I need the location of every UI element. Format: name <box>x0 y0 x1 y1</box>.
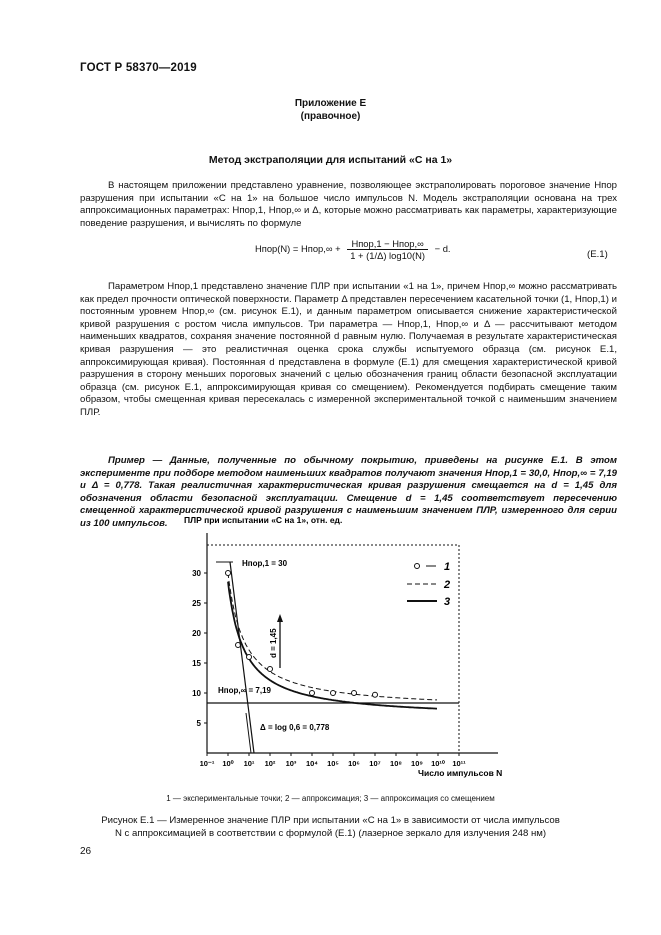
y-tick-label: 25 <box>192 599 201 608</box>
formula-lhs: Hпор(N) = Hпор,∞ + <box>255 242 341 254</box>
formula-numerator: Hпор,1 − Hпор,∞ <box>347 238 428 250</box>
parameters-paragraph <box>80 281 617 420</box>
legend-label-2: 2 <box>444 579 451 591</box>
legend-marker-1 <box>415 564 420 569</box>
x-tick-label: 10⁵ <box>327 759 339 768</box>
data-point <box>331 691 336 696</box>
intro-paragraph <box>80 180 617 230</box>
example-text: Пример — Данные, полученные по обычному покрытию, приведены на рисунке Е.1. В этом эксперименте при подборе методом наименьших квадратов получают значения Hпор,1 = 30,0, Hпор,∞ = 7,19 и Δ = 0,778. Такая реалистичная характеристическая кривая разрушения смещается на d = 1,45 для обозначения области безопасной эксплуатации. Смещение d = 1,45 соответствует пересечению смещенной характеристической кривой разрушения с наименьшим значением ПЛР, измеренного для серии из 100 импульсов. <box>80 455 617 529</box>
section-title: Метод экстраполяции для испытаний «С на 1» <box>208 154 453 166</box>
legend-label-1: 1 <box>444 561 451 573</box>
series-2-curve <box>228 573 437 700</box>
data-point <box>373 692 378 697</box>
appendix-title: Приложение Е <box>294 98 367 109</box>
x-tick-label: 10⁹ <box>411 759 423 768</box>
figure-legend-caption: 1 — экспериментальные точки; 2 — аппроксимация; 3 — аппроксимация со смещением <box>166 794 495 803</box>
standard-header: ГОСТ Р 58370—2019 <box>80 62 197 74</box>
annot-h1: Hпор,1 = 30 <box>242 559 288 568</box>
formula-fraction <box>347 238 428 261</box>
x-tick-label: 10¹⁰ <box>431 759 445 768</box>
x-tick-label: 10¹ <box>243 759 255 768</box>
legend-label-3: 3 <box>444 596 451 608</box>
x-tick-label: 10² <box>264 759 276 768</box>
x-tick-label: 10⁰ <box>222 759 234 768</box>
data-point <box>226 571 231 576</box>
parameters-text: Параметром Hпор,1 представлено значение ПЛР при испытании «1 на 1», причем Hпор,∞ можно рассматривать как предел прочности оптической поверхности. Параметр Δ представлен пересечением касательной точки (1, Hпор,1) и постоянным уровнем Hпор,∞ (см. рисунок Е.1), и данным параметром описывается снижение характеристической кривой разрушения с ростом числа импульсов. Три параметра — Hпор,1, Hпор,∞ и Δ — рассчитывают методом наименьших квадратов, сохраняя значение постоянной d равным нулю. Получаемая в результате характеристическая кривая разрушения — это реалистичная оценка срока службы испытуемого образца (см. рисунок Е.1, аппроксимирующая кривая). Постоянная d представлена в формуле (Е.1) для смещения характеристической кривой разрушения в сторону меньших пороговых значений с целью обозначения границ области безопасной эксплуатации образца (см. рисунок Е.1, аппроксимирующая кривая со смещением). Рекомендуется подбирать смещение таким образом, чтобы смещенная кривая пересекалась с измеренной экспериментальной точкой с наименьшим значением ПЛР. <box>80 281 617 418</box>
y-tick-label: 20 <box>192 629 201 638</box>
annot-hinf: Hпор,∞ = 7,19 <box>218 686 271 695</box>
formula-number: (Е.1) <box>587 249 608 260</box>
data-point <box>247 655 252 660</box>
x-axis-title: Число импульсов N <box>418 768 503 778</box>
y-tick-label: 5 <box>196 719 201 728</box>
figure-e1-chart <box>150 508 530 788</box>
annot-delta: Δ = log 0,6 = 0,778 <box>260 723 330 732</box>
x-tick-label: 10⁻¹ <box>199 759 215 768</box>
intro-text: В настоящем приложении представлено уравнение, позволяющее экстраполировать пороговое значение Hпор разрушения при испытании «С на 1» на большое число импульсов N. Модель экстраполяции основана на трех аппроксимационных параметрах: Hпор,1, Hпор,∞ и Δ, которые можно рассматривать как параметры, характеризующие поведение разрушения, и вычислять по формуле <box>80 180 617 229</box>
x-tick-label: 10⁸ <box>390 759 402 768</box>
y-tick-label: 15 <box>192 659 201 668</box>
data-point <box>268 667 273 672</box>
data-point <box>352 691 357 696</box>
data-point <box>310 691 315 696</box>
x-tick-label: 10⁶ <box>348 759 360 768</box>
x-tick-label: 10³ <box>285 759 297 768</box>
formula-e1 <box>255 238 451 261</box>
formula-tail: − d. <box>434 242 451 254</box>
y-axis-title: ПЛР при испытании «С на 1», отн. ед. <box>184 515 343 525</box>
page-number: 26 <box>80 846 92 857</box>
formula-denominator: 1 + (1/Δ) log10(N) <box>350 250 426 261</box>
x-tick-label: 10¹¹ <box>452 759 466 768</box>
figure-caption: Рисунок Е.1 — Измеренное значение ПЛР при испытании «С на 1» в зависимости от числа импульсов N с аппроксимацией в соответствии с формулой (Е.1) (лазерное зеркало для излучения 248 нм) <box>101 815 560 839</box>
annot-d: d = 1,45 <box>269 628 278 658</box>
d-offset-arrowhead <box>277 614 283 622</box>
x-tick-label: 10⁴ <box>305 759 319 768</box>
x-tick-label: 10⁷ <box>369 759 381 768</box>
y-tick-label: 30 <box>192 569 201 578</box>
y-tick-label: 10 <box>192 689 201 698</box>
appendix-type: (правочное) <box>300 111 361 122</box>
